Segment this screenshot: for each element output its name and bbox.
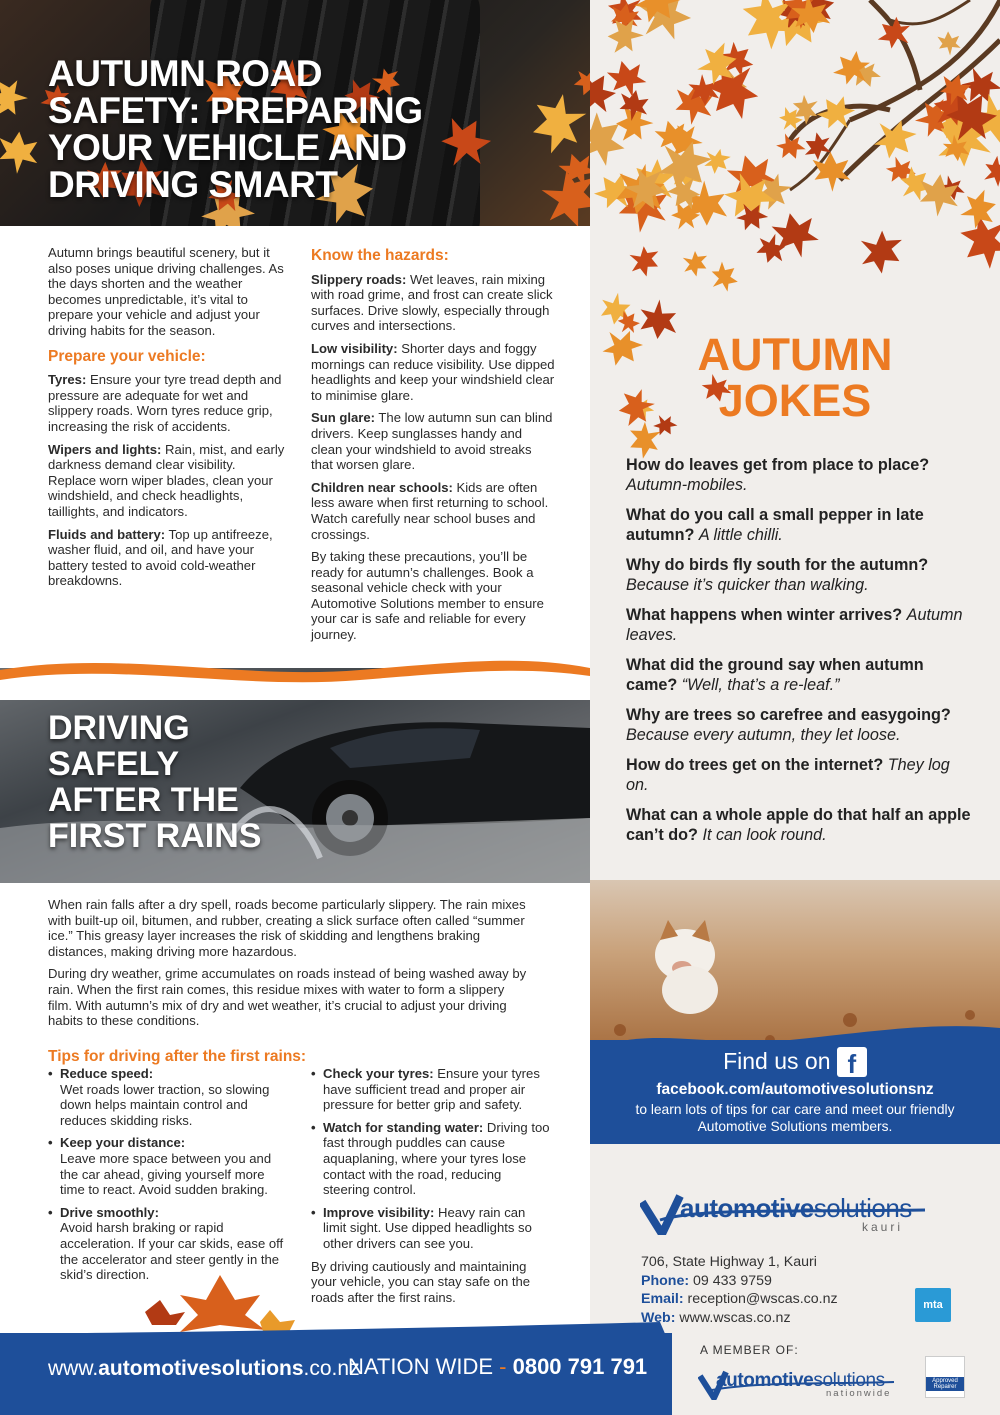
rain-closing: By driving cautiously and maintaining your vehicle, you can stay safe on the roads after the first rains. — [311, 1258, 531, 1305]
brand-location: kauri — [862, 1220, 904, 1234]
approved-repairer-badge: Approved Repairer — [925, 1356, 965, 1398]
joke-item: How do leaves get from place to place? Autumn-mobiles. — [626, 456, 930, 494]
tips-heading-wrap — [48, 1048, 548, 1066]
intro-column — [48, 245, 286, 596]
hazard-item: Slippery roads: Wet leaves, rain mixing with road grime, and frost can create slick surfaces. Drive slowly, especially through curves and intersections. — [311, 271, 553, 334]
facebook-url[interactable]: facebook.com/automotivesolutionsnz — [656, 1081, 934, 1098]
hazards-closing: By taking these precautions, you’ll be ready for autumn’s challenges. Book a seasonal vehicle check with your Automotive Solutions member to ensure your car is safe and reliable for every journey. — [311, 549, 544, 643]
brand-name: automotivesolutions — [680, 1193, 912, 1223]
tip-item: • Keep your distance: Leave more space between you and the car ahead, giving yourself more time to react. Avoid sudden braking. — [48, 1135, 288, 1197]
joke-item: How do trees get on the internet? They log on. — [626, 756, 950, 794]
rain-paragraph: When rain falls after a dry spell, roads become particularly slippery. The rain mixes with built-up oil, bitumen, and rubber, creating a slick surface often called “summer ice.” This greasy layer increases the risk of skidding and lengthens braking distances, making driving more hazardous. — [48, 897, 526, 959]
tip-item: • Check your tyres: Ensure your tyres have sufficient tread and proper air pressure for better grip and safety. — [311, 1066, 551, 1113]
tip-item: • Watch for standing water: Driving too fast through puddles can cause aquaplaning, where your tyres lose contact with the road, reducing steering control. — [311, 1120, 551, 1198]
joke-item: Why are trees so carefree and easygoing? Because every autumn, they let loose. — [626, 706, 951, 744]
prepare-item: Wipers and lights: Rain, mist, and early darkness demand clear visibility. Replace worn wiper blades, clean your windshield, and check headlights, taillights, and indicators. — [48, 441, 285, 519]
tip-item: • Improve visibility: Heavy rain can limit sight. Use dipped headlights so other drivers can see you. — [311, 1205, 551, 1252]
prepare-item: Tyres: Ensure your tyre tread depth and pressure are adequate for wet and slippery roads. Worn tyres reduce grip, increasing the risk of accidents. — [48, 372, 282, 434]
tip-item: • Drive smoothly: Avoid harsh braking or rapid acceleration. If your car skids, ease off the accelerator and steer gently in the skid’s direction. — [48, 1205, 288, 1283]
tip-item: • Reduce speed: Wet roads lower traction, so slowing down helps maintain control and reduces skidding risks. — [48, 1066, 288, 1128]
web-link[interactable]: www.wscas.co.nz — [679, 1309, 791, 1326]
hazard-item: Low visibility: Shorter days and foggy mornings can reduce visibility. Use dipped headlights and keep your windshield clear to minimise glare. — [311, 340, 555, 403]
joke-item: Why do birds fly south for the autumn? Because it’s quicker than walking. — [626, 556, 929, 594]
jokes-title: AUTUMN JOKES — [697, 329, 893, 426]
tips-right — [311, 1066, 551, 1312]
hazards-column — [311, 248, 556, 650]
page-title: AUTUMN ROAD SAFETY: PREPARING YOUR VEHICLE AND DRIVING SMART — [48, 53, 423, 205]
nationwide-phone: NATION WIDE - 0800 791 791 — [348, 1354, 648, 1379]
phone-number[interactable]: 09 433 9759 — [693, 1272, 772, 1289]
rain-paragraph: During dry weather, grime accumulates on roads instead of being washed away by rain. When the first rain comes, this residue mixes with water to form a slippery film. With autumn’s mix of dry and wet weather, it’s crucial to adjust your driving habits to these conditions. — [48, 966, 527, 1029]
rain-intro — [48, 897, 528, 1036]
joke-item: What happens when winter arrives? Autumn leaves. — [626, 606, 963, 644]
jokes-list — [626, 456, 976, 856]
facebook-title: Find us on f — [590, 1047, 1000, 1077]
hero-car-photo — [0, 668, 590, 883]
hazards-heading: Know the hazards: — [311, 247, 449, 264]
hazard-item: Children near schools: Kids are often less aware when first returning to school. Watch carefully near school buses and crossings. — [311, 479, 549, 542]
joke-item: What can a whole apple do that half an apple can’t do? It can look round. — [626, 806, 971, 844]
facebook-icon[interactable]: f — [837, 1047, 867, 1077]
brand-name-nationwide: automotivesolutions — [716, 1370, 885, 1391]
joke-item: What did the ground say when autumn came? “Well, that’s a re-leaf.” — [626, 656, 924, 694]
hero-tyre-photo — [0, 0, 590, 226]
prepare-item: Fluids and battery: Top up antifreeze, washer fluid, and oil, and have your battery tested to avoid cold-weather breakdowns. — [48, 526, 273, 589]
website-link[interactable]: www.automotivesolutions.co.nz — [48, 1357, 360, 1380]
tips-left — [48, 1066, 288, 1290]
hazard-item: Sun glare: The low autumn sun can blind drivers. Keep sunglasses handy and clean your windshield to avoid streaks that worsen glare. — [311, 410, 553, 473]
prepare-heading: Prepare your vehicle: — [48, 347, 206, 365]
email-link[interactable]: reception@wscas.co.nz — [687, 1291, 838, 1307]
address: 706, State Highway 1, Kauri — [641, 1254, 817, 1270]
member-label: A MEMBER OF: — [700, 1343, 799, 1357]
section-title-rain: DRIVING SAFELY AFTER THE FIRST RAINS — [48, 709, 262, 855]
facebook-description: to learn lots of tips for car care and meet our friendly Automotive Solutions members. — [635, 1102, 955, 1134]
joke-item: What do you call a small pepper in late autumn? A little chilli. — [626, 506, 924, 544]
orange-wave-divider — [0, 650, 590, 700]
tips-heading: Tips for driving after the first rains: — [48, 1048, 307, 1065]
contact-block: 706, State Highway 1, Kauri Phone: 09 433 9759 Email: reception@wscas.co.nz Web: www.wscas.co.nz — [641, 1254, 838, 1326]
brand-nationwide: nationwide — [826, 1388, 892, 1399]
intro-paragraph: Autumn brings beautiful scenery, but it also poses unique driving challenges. As the days shorten and the weather becomes unpredictable, it’s vital to prepare your vehicle and adjust your driving habits for the season. — [48, 245, 284, 338]
mta-badge: mta — [915, 1288, 951, 1322]
